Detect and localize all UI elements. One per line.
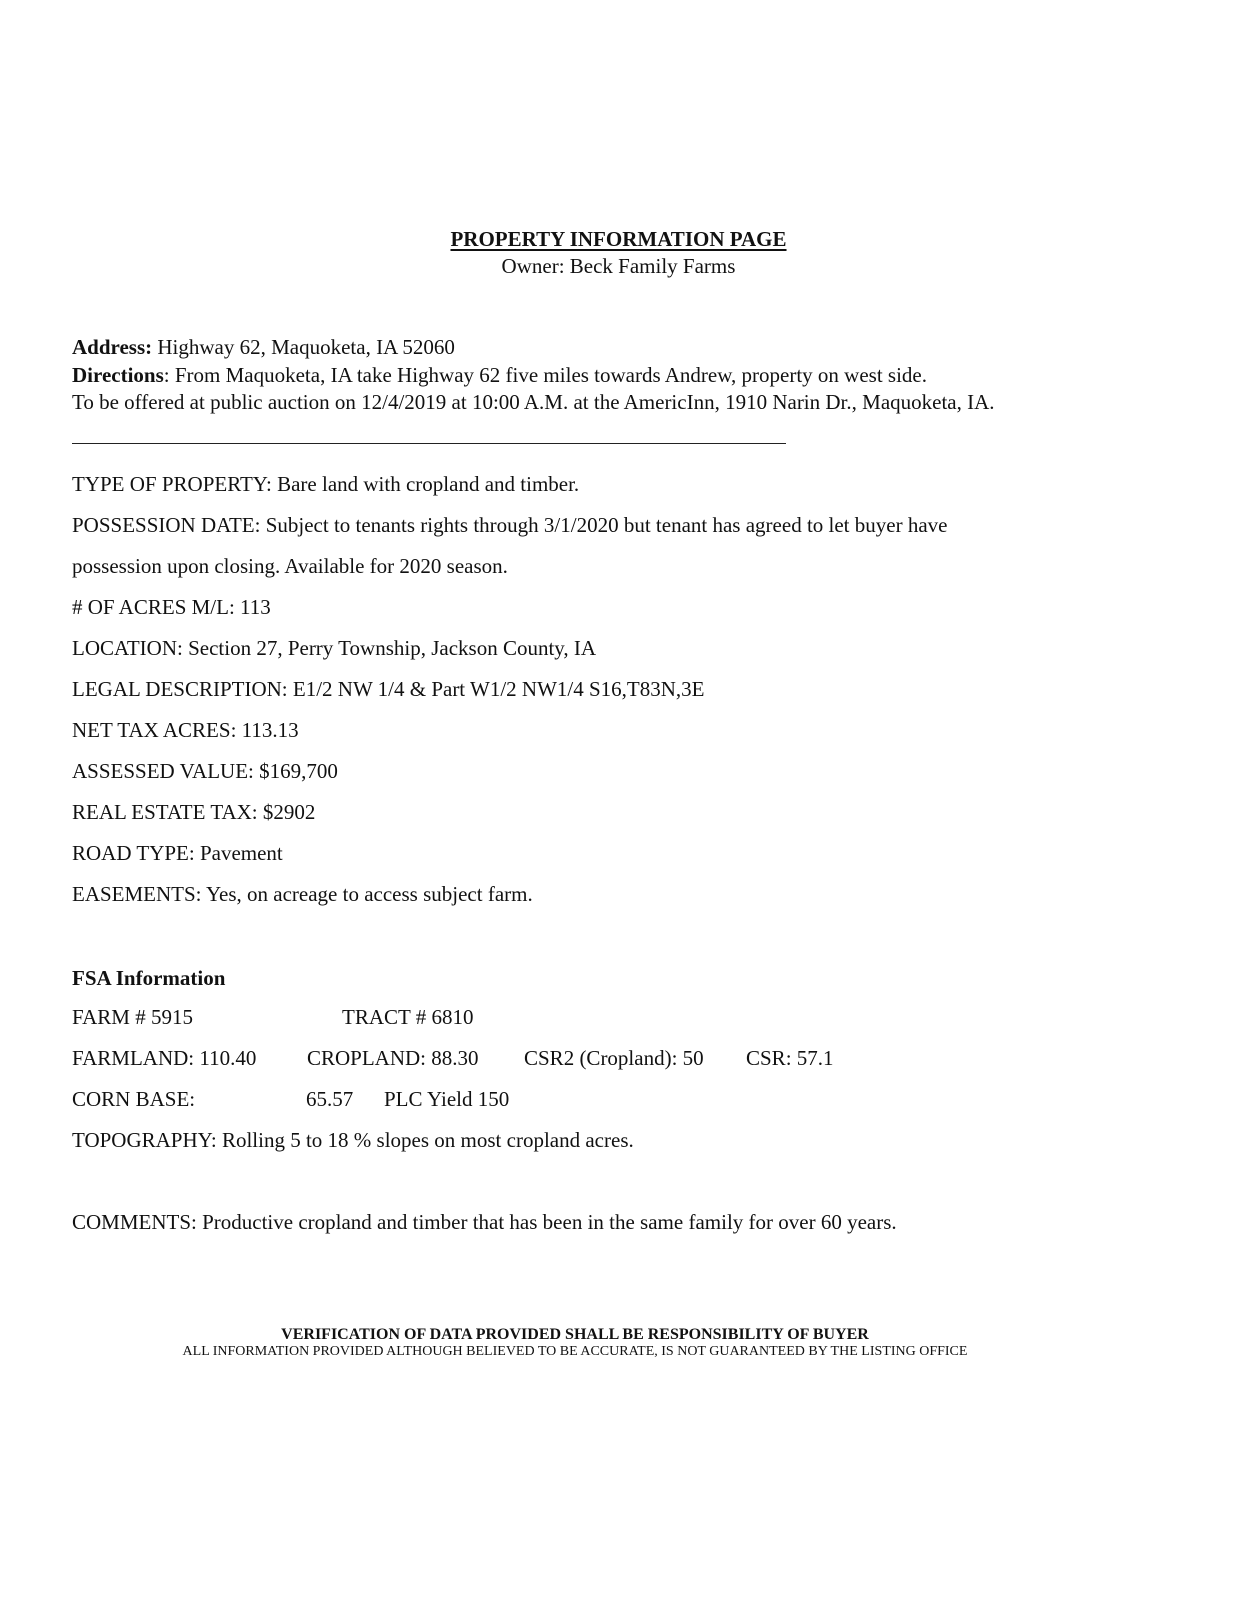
net-tax-acres: NET TAX ACRES: 113.13 [72, 718, 299, 742]
cropland: CROPLAND: 88.30 [307, 1046, 479, 1070]
road-type: ROAD TYPE: Pavement [72, 841, 283, 865]
farmland: FARMLAND: 110.40 [72, 1046, 257, 1070]
address-value: Highway 62, Maquoketa, IA 52060 [152, 335, 455, 359]
disclaimer-heading: VERIFICATION OF DATA PROVIDED SHALL BE RESPONSIBILITY OF BUYER [281, 1326, 869, 1343]
farm-number: FARM # 5915 [72, 1005, 193, 1029]
csr2: CSR2 (Cropland): 50 [524, 1046, 704, 1070]
divider [72, 443, 786, 444]
fsa-heading: FSA Information [72, 966, 226, 990]
page-title-text: PROPERTY INFORMATION PAGE [450, 227, 787, 251]
address-line [72, 334, 455, 360]
possession-date-line2: possession upon closing. Available for 2020 season. [72, 554, 508, 578]
corn-base-value: 65.57 [306, 1087, 354, 1111]
tract-number: TRACT # 6810 [342, 1005, 474, 1029]
topography: TOPOGRAPHY: Rolling 5 to 18 % slopes on most cropland acres. [72, 1128, 634, 1152]
acres: # OF ACRES M/L: 113 [72, 595, 271, 619]
plc-yield: PLC Yield 150 [384, 1087, 510, 1111]
assessed-value: ASSESSED VALUE: $169,700 [72, 759, 338, 783]
location: LOCATION: Section 27, Perry Township, Jackson County, IA [72, 636, 597, 660]
address-label: Address: [72, 335, 153, 359]
directions-value: : From Maquoketa, IA take Highway 62 five miles towards Andrew, property on west side. [163, 363, 928, 387]
corn-base-label: CORN BASE: [72, 1087, 196, 1111]
real-estate-tax: REAL ESTATE TAX: $2902 [72, 800, 316, 824]
easements: EASEMENTS: Yes, on acreage to access subject farm. [72, 882, 533, 906]
owner-line: Owner: Beck Family Farms [501, 254, 736, 278]
disclaimer-text: ALL INFORMATION PROVIDED ALTHOUGH BELIEVED TO BE ACCURATE, IS NOT GUARANTEED BY THE LISTING OFFICE [182, 1344, 968, 1359]
auction-line: To be offered at public auction on 12/4/2019 at 10:00 A.M. at the AmericInn, 1910 Narin Dr., Maquoketa, IA. [72, 390, 995, 414]
directions-line [72, 362, 927, 388]
page-title [0, 226, 1237, 252]
type-of-property: TYPE OF PROPERTY: Bare land with cropland and timber. [72, 472, 580, 496]
legal-description: LEGAL DESCRIPTION: E1/2 NW 1/4 & Part W1/2 NW1/4 S16,T83N,3E [72, 677, 705, 701]
directions-label: Directions [72, 363, 164, 387]
possession-date-line1: POSSESSION DATE: Subject to tenants rights through 3/1/2020 but tenant has agreed to let buyer have [72, 513, 948, 537]
csr: CSR: 57.1 [746, 1046, 834, 1070]
comments: COMMENTS: Productive cropland and timber that has been in the same family for over 60 years. [72, 1210, 897, 1234]
